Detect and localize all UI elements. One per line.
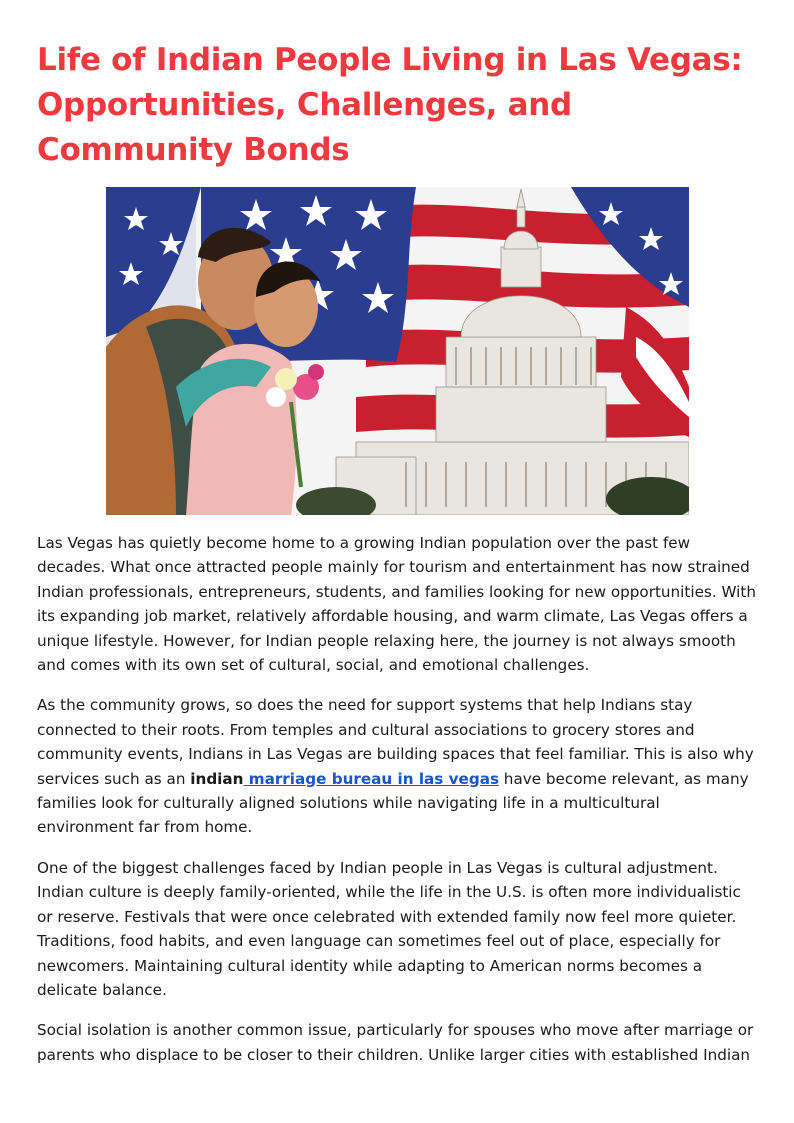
hero-image — [106, 187, 689, 515]
paragraph-text: have become relevant, as many families look for culturally aligned solutions while navigating life in a multicultural environment far from home. — [37, 769, 749, 837]
flag-capitol-couple-illustration — [106, 187, 689, 515]
article-paragraph-4: Social isolation is another common issue, particularly for spouses who move after marriage or parents who displace to be closer to their children. Unlike larger cities with established Indian — [37, 1021, 754, 1064]
article-paragraph-2 — [37, 693, 759, 839]
bold-keyword: indian — [190, 769, 244, 788]
article-body — [37, 531, 759, 1083]
article-paragraph-1: Las Vegas has quietly become home to a growing Indian population over the past few decades. What once attracted people mainly for tourism and entertainment has now strained Indian professionals, entrepreneurs, students, and families looking for new opportunities. With its expanding job market, relatively affordable housing, and warm climate, Las Vegas offers a unique lifestyle. However, for Indian people relaxing here, the journey is not always smooth and comes with its own set of cultural, social, and emotional challenges. — [37, 534, 756, 675]
page-title: Life of Indian People Living in Las Vegas: Opportunities, Challenges, and Community Bonds — [37, 42, 743, 168]
paragraph-text: As the community grows, so does the need for support systems that help Indians stay connected to their roots. From temples and cultural associations to grocery stores and community events, Indians in Las Vegas are building spaces that feel familiar. This is also why services such as an — [37, 696, 754, 788]
marriage-bureau-link[interactable]: marriage bureau in las vegas — [243, 769, 499, 788]
article-paragraph-3: One of the biggest challenges faced by Indian people in Las Vegas is cultural adjustment. Indian culture is deeply family-oriented, while the life in the U.S. is often more individualistic or reserve. Festivals that were once celebrated with extended family now feel more quieter. Traditions, food habits, and even language can sometimes feel out of place, especially for newcomers. Maintaining cultural identity while adapting to American norms becomes a delicate balance. — [37, 858, 741, 999]
